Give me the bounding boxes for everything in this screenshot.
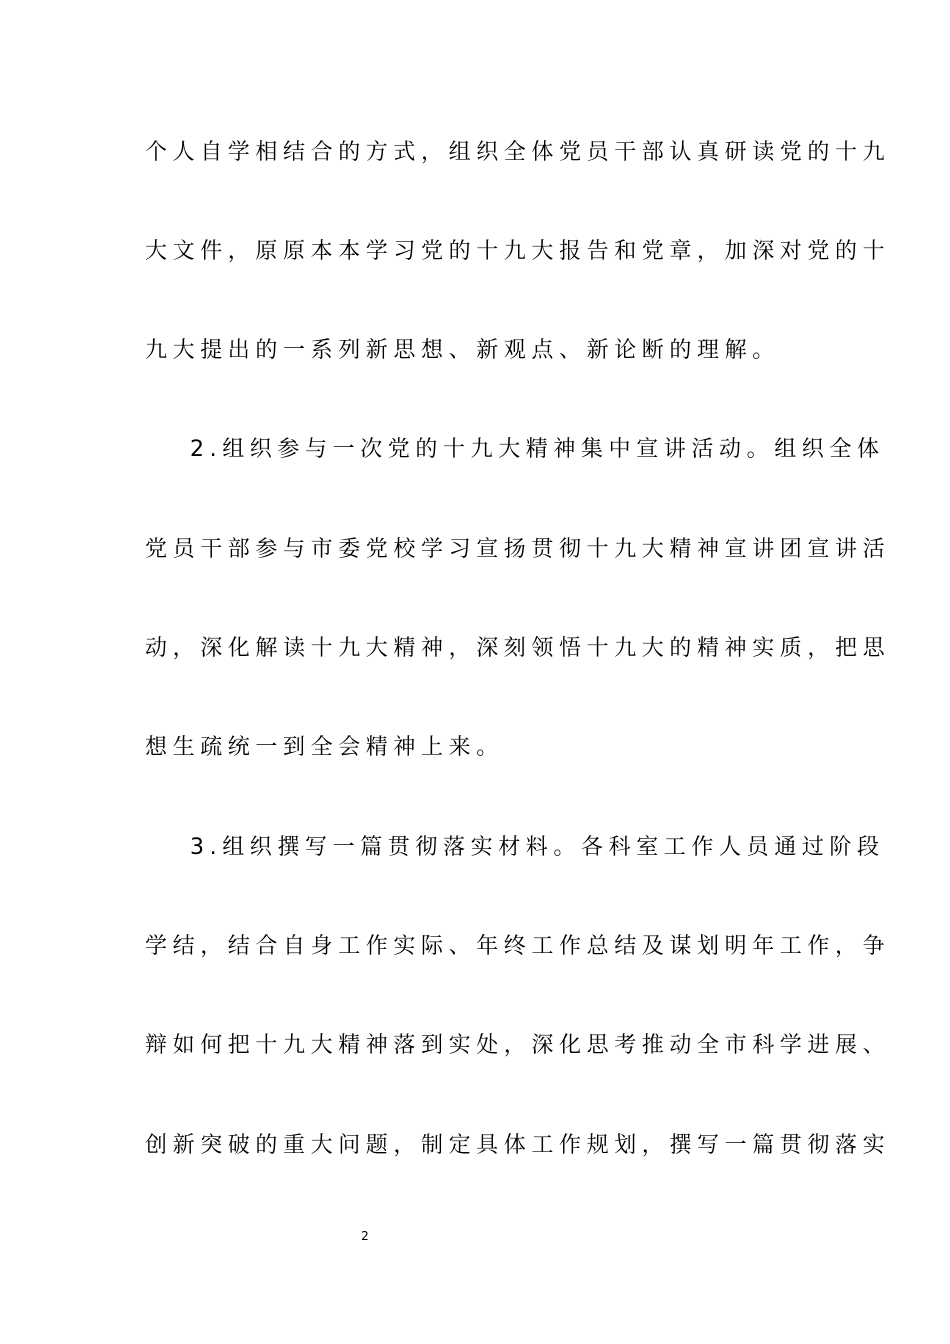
- text-line: 创新突破的重大问题，制定具体工作规划，撰写一篇贯彻落实: [145, 1133, 891, 1158]
- text-line: 大文件，原原本本学习党的十九大报告和党章，加深对党的十: [145, 239, 891, 264]
- text-line: 辩如何把十九大精神落到实处，深化思考推动全市科学进展、: [145, 1033, 891, 1058]
- text-line: 2.组织参与一次党的十九大精神集中宣讲活动。组织全体: [190, 437, 885, 462]
- text-line: 想生疏统一到全会精神上来。: [145, 735, 504, 760]
- text-line: 个人自学相结合的方式，组织全体党员干部认真研读党的十九: [145, 140, 891, 165]
- text-line: 学结，结合自身工作实际、年终工作总结及谋划明年工作，争: [145, 934, 891, 959]
- text-line: 党员干部参与市委党校学习宣扬贯彻十九大精神宣讲团宣讲活: [145, 537, 891, 562]
- text-line: 动，深化解读十九大精神，深刻领悟十九大的精神实质，把思: [145, 636, 891, 661]
- text-line: 3.组织撰写一篇贯彻落实材料。各科室工作人员通过阶段: [190, 835, 885, 860]
- page-number: 2: [361, 1229, 369, 1243]
- text-line: 九大提出的一系列新思想、新观点、新论断的理解。: [145, 338, 780, 363]
